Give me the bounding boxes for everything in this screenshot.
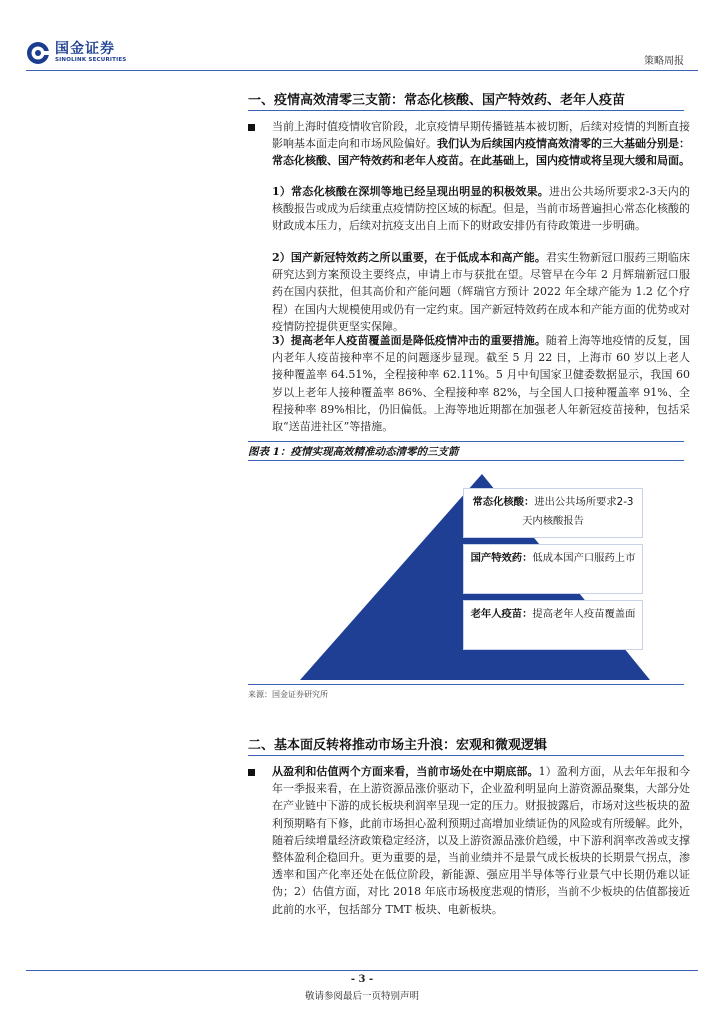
- figure-source: 来源：国金证券研究所: [248, 690, 328, 699]
- pillar-text-medicine: 低成本国产口服药上市: [532, 552, 636, 564]
- disclaimer-note: 敬请参阅最后一页特别声明: [304, 991, 419, 1002]
- pillar-box-medicine: [463, 544, 643, 594]
- section1-point2: [272, 249, 690, 335]
- footer-divider: [26, 970, 698, 971]
- figure-caption-rule: [248, 460, 684, 461]
- bullet-icon: [248, 769, 255, 776]
- logo-name-en: SINOLINK SECURITIES: [55, 57, 127, 64]
- pillar-text-vaccine: 提高老年人疫苗覆盖面: [532, 608, 636, 620]
- pillar-text-testing: 进出公共场所要求2-3天内核酸报告: [522, 496, 634, 527]
- logo-name-cn: 国金证券: [55, 41, 115, 58]
- point3-text: 随着上海等地疫情的反复，国内老年人疫苗接种率不足的问题逐步显现。截至 5 月 22 日，上海市 60 岁以上老人接种覆盖率 64.51%，全程接种率 62.11%。5 月中旬国家卫健委数据显示，我国 60 岁以上老年人接种覆盖率 86%、全程接种率 82%，与全国人口接种覆盖率 91%、全程接种率 89%相比，仍旧偏低。上海等地近期都在加强老人年新冠疫苗接种，包括采取“送苗进社区”等措施。: [272, 334, 691, 434]
- pillar-label-vaccine: 老年人疫苗：: [470, 608, 533, 620]
- section1-intro: [272, 118, 690, 170]
- point3-heading: 3）提高老年人疫苗覆盖面是降低疫情冲击的重要措施。: [272, 334, 546, 347]
- pillar-label-testing: 常态化核酸：: [472, 496, 535, 508]
- section2-point1: [272, 763, 690, 918]
- point1-text: 进出公共场所要求2-3天内的核酸报告或成为后续重点疫情防控区域的标配。但是，当前市场普遍担心常态化核酸的财政成本压力，后续对抗疫支出自上而下的财政安排仍有待政策进一步明确。: [272, 185, 690, 233]
- report-type: 策略周报: [644, 56, 684, 67]
- pillar-box-testing: [463, 488, 643, 538]
- page-number: - 3 -: [350, 974, 374, 985]
- section2-title: 二、基本面反转将推动市场主升浪：宏观和微观逻辑: [248, 738, 548, 753]
- header-divider: [26, 70, 698, 71]
- section1-point3: [272, 332, 690, 435]
- intro-emphasis: 我们认为后续国内疫情高效清零的三大基础分别是：常态化核酸、国产特效药和老年人疫苗。在此基础上，国内疫情或将呈现大缓和局面。: [272, 137, 690, 168]
- figure-bottom-rule: [248, 684, 684, 685]
- section1-title: 一、疫情高效清零三支箭：常态化核酸、国产特效药、老年人疫苗: [248, 93, 626, 108]
- point2-text: 君实生物新冠口服药三期临床研究达到方案预设主要终点，申请上市与获批在望。尽管早在今年 2 月辉瑞新冠口服药在国内获批，但其高价和产能问题（辉瑞官方预计 2022 年全球产能为 1.2 亿个疗程）在国内大规模使用或仍有一定约束。国产新冠特效药在成本和产能方面的优势或对疫情防控提供更坚实保障。: [272, 251, 691, 333]
- figure-caption: 图表 1：疫情实现高效精准动态清零的三支箭: [248, 446, 459, 458]
- figure-top-rule: [248, 441, 684, 442]
- section2-divider: [248, 755, 684, 756]
- bullet-icon: [248, 124, 255, 131]
- point2-heading: 2）国产新冠特效药之所以重要，在于低成本和高产能。: [272, 251, 546, 264]
- section1-point1: [272, 183, 690, 235]
- point1-heading: 1）常态化核酸在深圳等地已经呈现出明显的积极效果。: [272, 185, 549, 198]
- section1-divider: [248, 110, 684, 111]
- section2-heading: 从盈利和估值两个方面来看，当前市场处在中期底部。: [272, 765, 539, 778]
- pillar-box-vaccine: [463, 600, 643, 650]
- logo-emblem-icon: [26, 41, 50, 65]
- intro-text: 当前上海时值疫情收官阶段，北京疫情早期传播链基本被切断，后续对疫情的判断直接影响基本面走向和市场风险偏好。: [272, 120, 690, 151]
- company-logo: [26, 40, 126, 66]
- pillar-label-medicine: 国产特效药：: [470, 552, 533, 564]
- section2-text: 1）盈利方面，从去年年报和今年一季报来看，在上游资源品涨价驱动下，企业盈利明显向上游资源品聚集，大部分处在产业链中下游的成长板块利润率呈现一定的压力。财报披露后，市场对这些板块的盈利预期略有下修，此前市场担心盈利预期过高增加业绩证伪的风险或有所缓解。此外，随着后续增量经济政策稳定经济，以及上游资源品涨价趋缓，中下游利润率改善或支撑整体盈利企稳回升。更为重要的是，当前业绩并不是景气成长板块的长期景气拐点，渗透率和国产化率还处在低位阶段，新能源、强应用半导体等行业景气中长期仍难以证伪；2）估值方面，对比 2018 年底市场极度悲观的情形，当前不少板块的估值都接近此前的水平，包括部分 TMT 板块、电新板块。: [272, 765, 690, 916]
